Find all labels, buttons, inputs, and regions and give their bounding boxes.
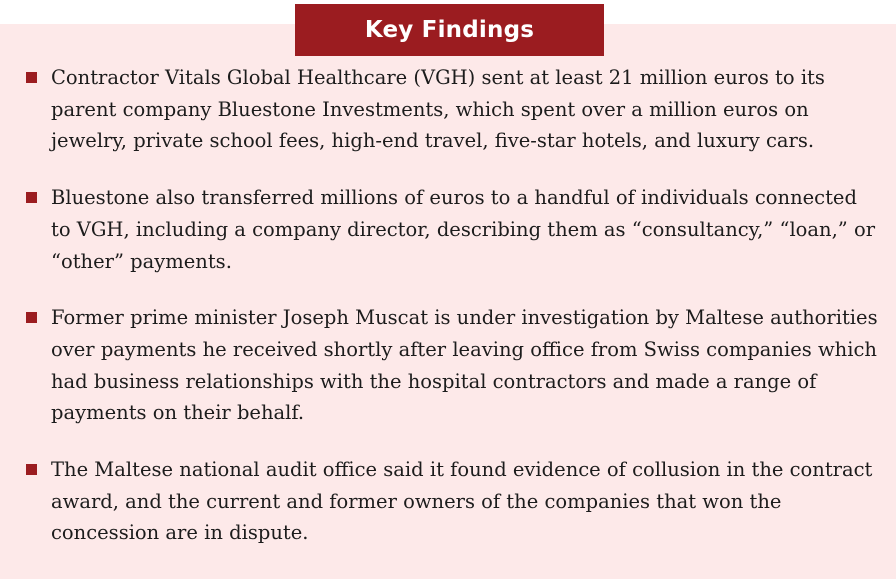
finding-text-line: parent company Bluestone Investments, which spent over a million euros on bbox=[51, 97, 809, 121]
finding-text-line: payments on their behalf. bbox=[51, 401, 305, 425]
finding-text-line: concession are in dispute. bbox=[51, 521, 309, 545]
key-findings-title: Key Findings bbox=[295, 4, 604, 56]
square-bullet-icon bbox=[26, 72, 37, 83]
finding-text-line: Contractor Vitals Global Healthcare (VGH) sent at least 21 million euros to its bbox=[51, 66, 825, 89]
finding-text-line: award, and the current and former owners of the companies that won the bbox=[51, 489, 782, 513]
finding-text-line: Former prime minister Joseph Muscat is under investigation by Maltese authorities bbox=[51, 306, 878, 330]
square-bullet-icon bbox=[26, 192, 37, 203]
finding-item-3 bbox=[0, 302, 896, 429]
finding-text-line: Bluestone also transferred millions of euros to a handful of individuals connected bbox=[51, 186, 857, 210]
finding-text-line: The Maltese national audit office said it found evidence of collusion in the contract bbox=[51, 458, 873, 482]
finding-text-line: to VGH, including a company director, describing them as “consultancy,” “loan,” or bbox=[51, 217, 876, 241]
finding-text-line: “other” payments. bbox=[51, 249, 232, 273]
square-bullet-icon bbox=[26, 312, 37, 323]
finding-text-line: had business relationships with the hospital contractors and made a range of bbox=[51, 369, 817, 393]
finding-item-2 bbox=[0, 182, 896, 277]
finding-text-line: over payments he received shortly after leaving office from Swiss companies which bbox=[51, 337, 877, 361]
findings-list bbox=[0, 62, 896, 574]
square-bullet-icon bbox=[26, 464, 37, 475]
finding-item-4 bbox=[0, 454, 896, 549]
finding-text-line: jewelry, private school fees, high-end travel, five-star hotels, and luxury cars. bbox=[51, 129, 815, 153]
finding-item-1 bbox=[0, 62, 896, 157]
